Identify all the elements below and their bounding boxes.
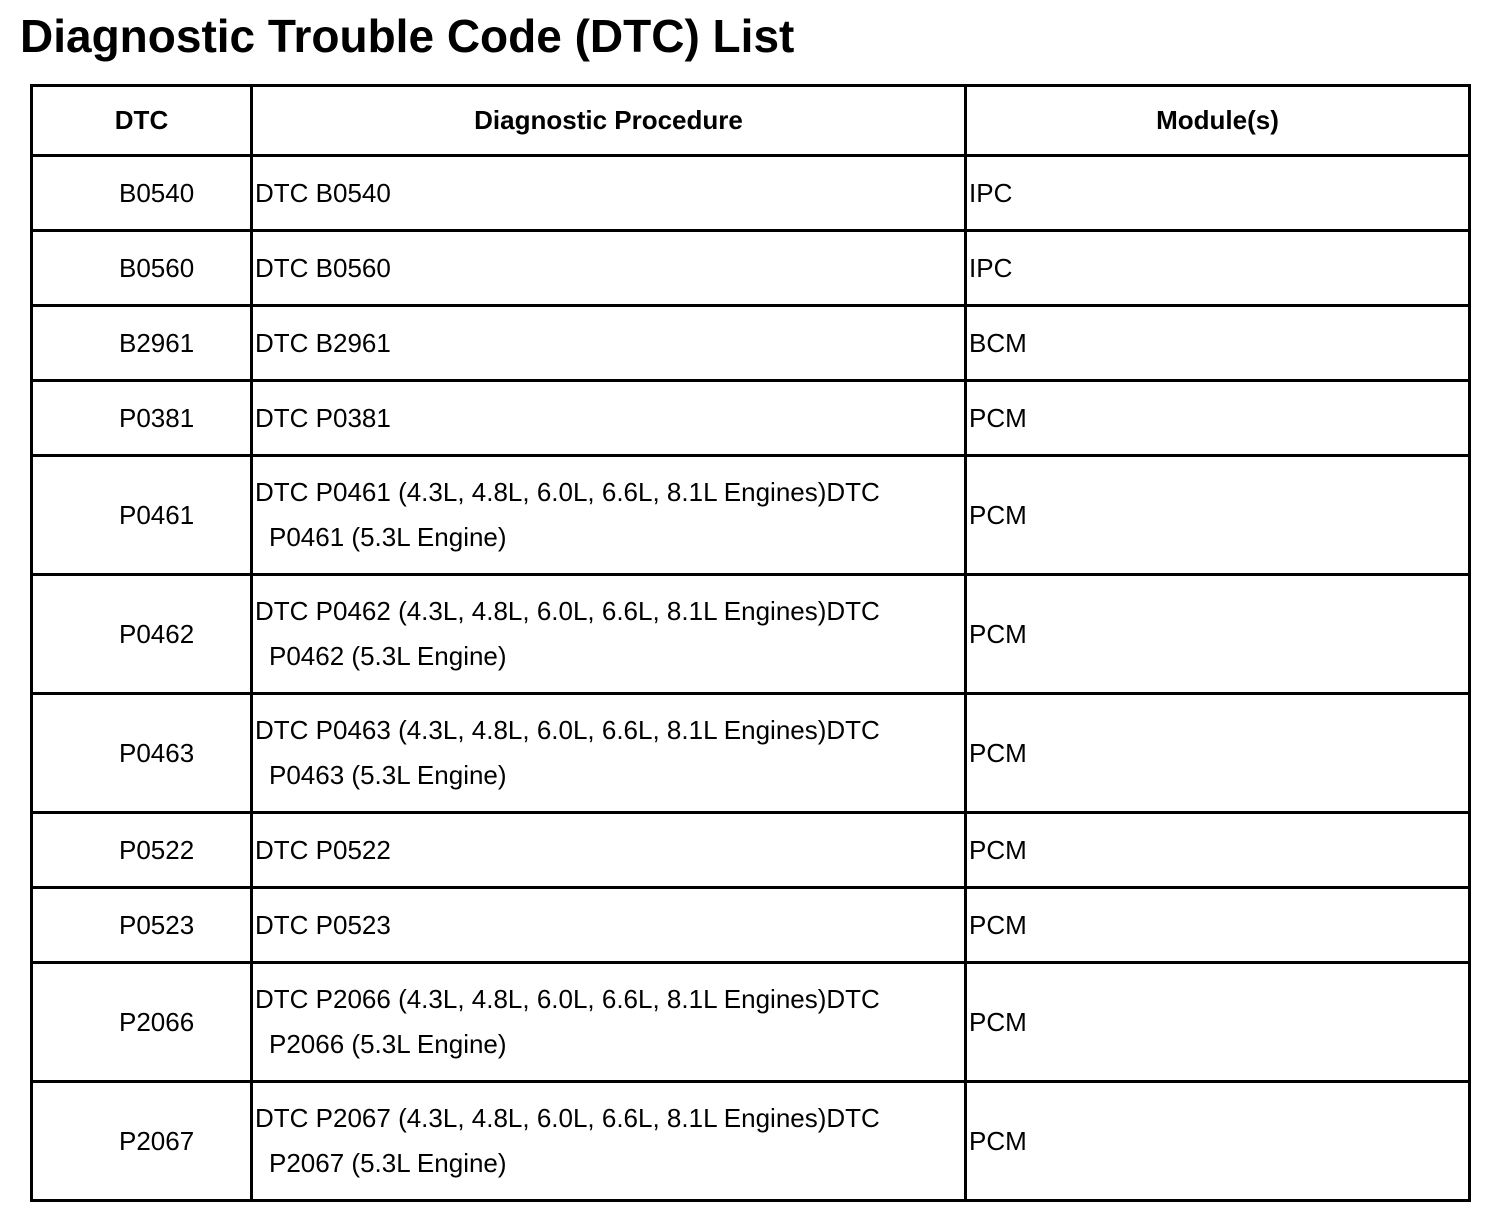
dtc-cell: P0523 [32, 888, 252, 963]
module-cell: PCM [966, 888, 1470, 963]
procedure-cell [252, 306, 966, 381]
table-row [32, 231, 1470, 306]
dtc-cell: B2961 [32, 306, 252, 381]
procedure-link[interactable]: P0463 (5.3L Engine) [269, 760, 507, 790]
module-cell: PCM [966, 381, 1470, 456]
dtc-cell: P2066 [32, 963, 252, 1082]
procedure-link[interactable]: DTC P2066 (4.3L, 4.8L, 6.0L, 6.6L, 8.1L Engines)DTC [255, 984, 880, 1014]
table-row [32, 156, 1470, 231]
procedure-link[interactable]: DTC P0462 (4.3L, 4.8L, 6.0L, 6.6L, 8.1L Engines)DTC [255, 596, 880, 626]
header-modules: Module(s) [966, 86, 1470, 156]
module-cell: PCM [966, 1082, 1470, 1201]
dtc-cell: P0461 [32, 456, 252, 575]
procedure-cell [252, 456, 966, 575]
header-diagnostic-procedure: Diagnostic Procedure [252, 86, 966, 156]
dtc-table [30, 84, 1471, 1202]
procedure-cell [252, 156, 966, 231]
procedure-cell [252, 231, 966, 306]
module-cell: IPC [966, 231, 1470, 306]
table-header-row [32, 86, 1470, 156]
procedure-link[interactable]: P2067 (5.3L Engine) [269, 1148, 507, 1178]
header-dtc: DTC [32, 86, 252, 156]
module-cell: PCM [966, 694, 1470, 813]
procedure-link[interactable]: DTC P0461 (4.3L, 4.8L, 6.0L, 6.6L, 8.1L Engines)DTC [255, 477, 880, 507]
procedure-link[interactable]: DTC P2067 (4.3L, 4.8L, 6.0L, 6.6L, 8.1L Engines)DTC [255, 1103, 880, 1133]
module-cell: PCM [966, 456, 1470, 575]
procedure-link[interactable]: DTC B2961 [255, 327, 391, 358]
procedure-link[interactable]: DTC P0381 [255, 402, 391, 433]
procedure-link[interactable]: P2066 (5.3L Engine) [269, 1029, 507, 1059]
dtc-cell: P0522 [32, 813, 252, 888]
procedure-cell [252, 1082, 966, 1201]
procedure-cell [252, 381, 966, 456]
procedure-cell [252, 963, 966, 1082]
dtc-cell: B0560 [32, 231, 252, 306]
procedure-link[interactable]: DTC B0560 [255, 252, 391, 283]
dtc-cell: P0381 [32, 381, 252, 456]
procedure-link[interactable]: P0461 (5.3L Engine) [269, 522, 507, 552]
module-cell: BCM [966, 306, 1470, 381]
table-row [32, 888, 1470, 963]
dtc-cell: B0540 [32, 156, 252, 231]
module-cell: IPC [966, 156, 1470, 231]
procedure-cell [252, 888, 966, 963]
module-cell: PCM [966, 575, 1470, 694]
table-row [32, 381, 1470, 456]
module-cell: PCM [966, 963, 1470, 1082]
procedure-link[interactable]: DTC P0463 (4.3L, 4.8L, 6.0L, 6.6L, 8.1L Engines)DTC [255, 715, 880, 745]
page-title: Diagnostic Trouble Code (DTC) List [20, 10, 795, 62]
procedure-link[interactable]: DTC B0540 [255, 177, 391, 208]
dtc-cell: P2067 [32, 1082, 252, 1201]
table-row [32, 813, 1470, 888]
dtc-cell: P0463 [32, 694, 252, 813]
procedure-cell [252, 694, 966, 813]
procedure-cell [252, 575, 966, 694]
table-row [32, 694, 1470, 813]
module-cell: PCM [966, 813, 1470, 888]
table-row [32, 963, 1470, 1082]
table-row [32, 575, 1470, 694]
table-row [32, 456, 1470, 575]
procedure-link[interactable]: P0462 (5.3L Engine) [269, 641, 507, 671]
procedure-link[interactable]: DTC P0522 [255, 834, 391, 865]
dtc-cell: P0462 [32, 575, 252, 694]
procedure-cell [252, 813, 966, 888]
procedure-link[interactable]: DTC P0523 [255, 909, 391, 940]
table-row [32, 1082, 1470, 1201]
table-row [32, 306, 1470, 381]
